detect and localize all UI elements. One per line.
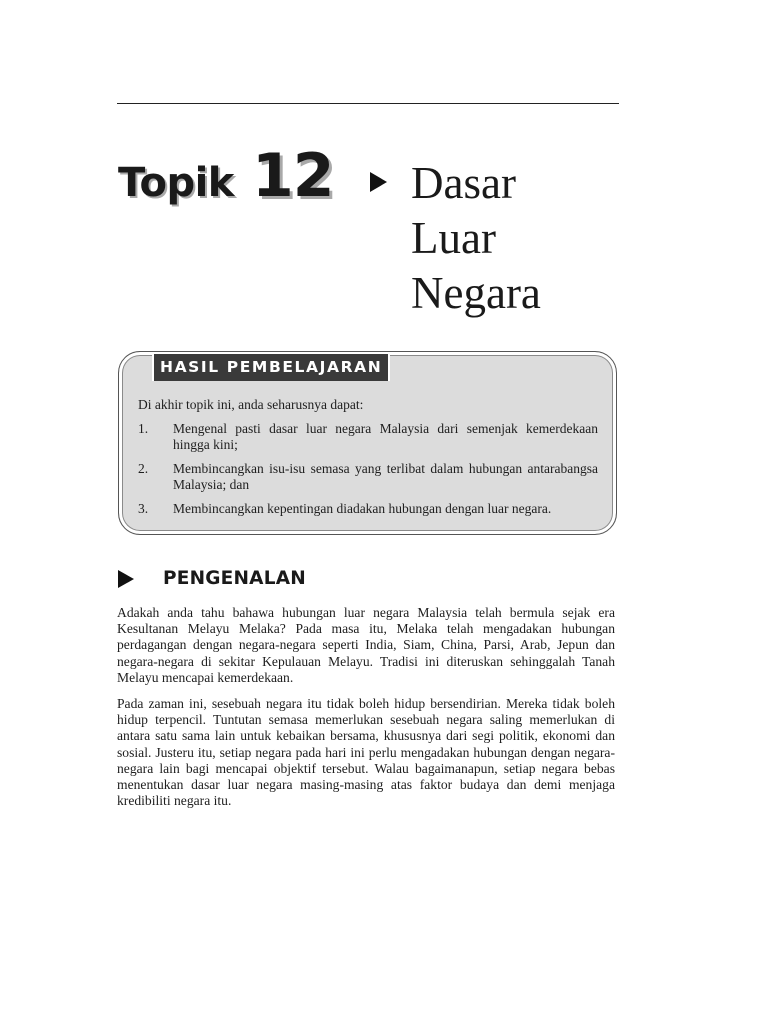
topic-title-line: Negara [411,268,541,318]
topic-title [411,156,631,321]
body-paragraph: Pada zaman ini, sesebuah negara itu tidak boleh hidup bersendirian. Mereka tidak boleh hidup terpencil. Tuntutan semasa memerlukan sesebuah negara saling memerlukan di antara satu sama lain untuk kebaikan bersama, khususnya dari segi politik, ekonomi dan sosial. Justeru itu, setiap negara pada hari ini perlu mengadakan hubungan dengan negara-negara lain bagi mencapai objektif tersebut. Walau bagaimanapun, setiap negara bebas menentukan dasar luar negara masing-masing atas faktor budaya dan demi menjaga kredibiliti negara itu. [117,696,615,809]
learning-outcomes-intro: Di akhir topik ini, anda seharusnya dapat: [138,397,364,412]
right-triangle-icon [118,570,134,588]
learning-outcome-item [138,421,598,453]
learning-outcome-item [138,501,598,517]
topic-label: Topik [118,160,234,206]
item-number: 1. [138,421,149,436]
topic-title-line: Luar [411,213,496,263]
topic-number: 12 [252,141,334,211]
item-number: 3. [138,501,149,516]
learning-outcomes-list [138,421,598,525]
section-heading: PENGENALAN [163,568,306,589]
item-number: 2. [138,461,149,476]
right-triangle-icon [370,172,387,192]
top-rule [117,103,619,104]
learning-outcomes-heading: HASIL PEMBELAJARAN [152,354,390,381]
topic-title-line: Dasar [411,158,516,208]
item-text: Membincangkan kepentingan diadakan hubungan dengan luar negara. [173,501,552,516]
item-text: Membincangkan isu-isu semasa yang terlibat dalam hubungan antarabangsa Malaysia; dan [173,461,598,492]
body-paragraph: Adakah anda tahu bahawa hubungan luar negara Malaysia telah bermula sejak era Kesultanan Melayu Melaka? Pada masa itu, Melaka telah mengadakan hubungan perdagangan dengan negara-negara seperti India, Siam, China, Parsi, Arab, Jepun dan negara-negara di sekitar Kepulauan Melayu. Tradisi ini diteruskan sehinggalah Tanah Melayu mencapai kemerdekaan. [117,605,615,685]
learning-outcome-item [138,461,598,493]
item-text: Mengenal pasti dasar luar negara Malaysia dari semenjak kemerdekaan hingga kini; [173,421,598,452]
